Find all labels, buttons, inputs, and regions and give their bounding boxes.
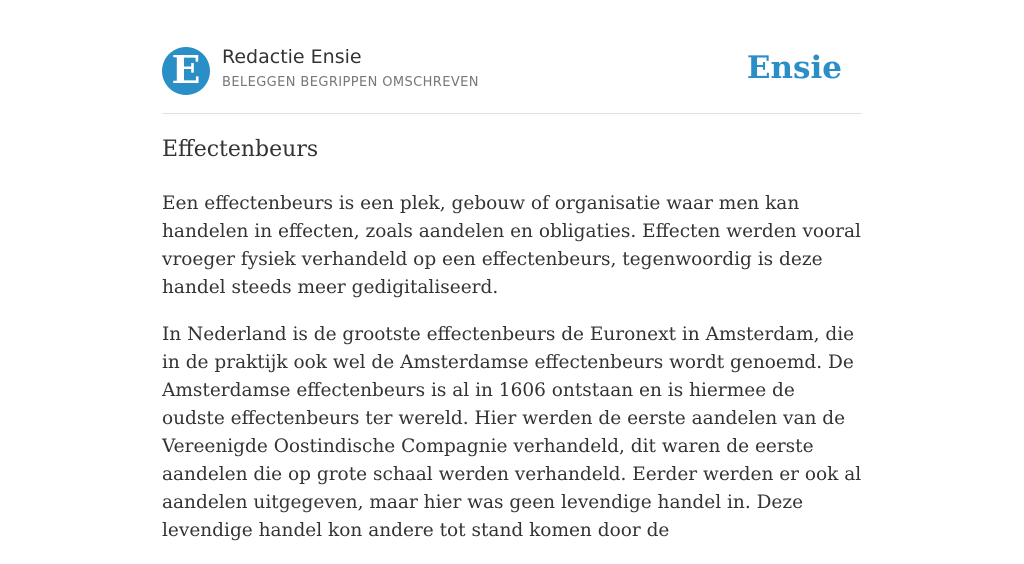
article-body bbox=[162, 190, 862, 564]
article-title: Effectenbeurs bbox=[162, 137, 319, 162]
avatar-letter: E bbox=[171, 47, 201, 92]
article-paragraph: Een effectenbeurs is een plek, gebouw of organisatie waar men kan handelen in effecten, zoals aandelen en obligaties. Effecten werden vooral vroeger fysiek verhandeld op een effectenbeurs, tegenwoordig is deze handel steeds meer gedigitaliseerd. bbox=[162, 193, 861, 298]
author-name[interactable]: Redactie Ensie bbox=[222, 46, 362, 68]
article-header bbox=[162, 0, 862, 114]
article-card bbox=[162, 0, 862, 541]
article-paragraph: In Nederland is de grootste effectenbeurs de Euronext in Amsterdam, die in de praktijk ook wel de Amsterdamse effectenbeurs wordt genoemd. De Amsterdamse effectenbeurs is al in 1606 ontstaan en is hiermee de oudste effectenbeurs ter wereld. Hier werden de eerste aandelen van de Vereenigde Oostindische Compagnie verhandeld, dit waren de eerste aandelen die op grote schaal werden verhandeld. Eerder werden er ook al aandelen uitgegeven, maar hier was geen levendige handel in. Deze levendige handel kon andere tot stand komen door de bbox=[162, 324, 862, 541]
author-tagline: BELEGGEN BEGRIPPEN OMSCHREVEN bbox=[222, 75, 479, 90]
author-avatar[interactable] bbox=[162, 47, 210, 95]
brand-logo[interactable]: Ensie bbox=[746, 50, 842, 86]
